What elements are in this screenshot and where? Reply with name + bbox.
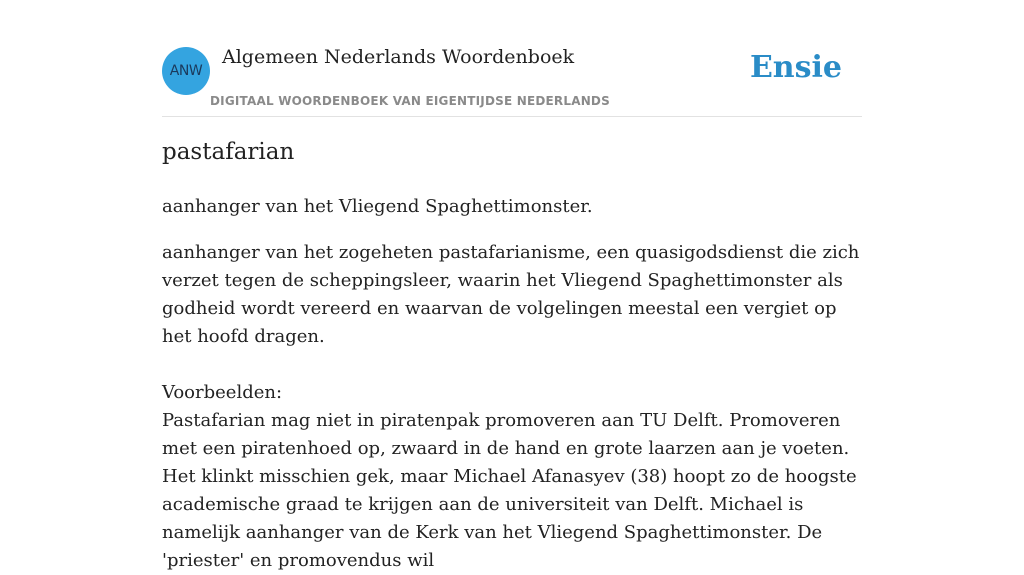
source-header xyxy=(162,0,862,117)
source-title[interactable]: Algemeen Nederlands Woordenboek xyxy=(222,46,575,68)
entry-page xyxy=(162,0,862,571)
long-definition-block xyxy=(162,239,862,575)
examples-label: Voorbeelden: xyxy=(162,382,283,403)
short-definition: aanhanger van het Vliegend Spaghettimonster. xyxy=(162,196,593,217)
long-definition: aanhanger van het zogeheten pastafarianisme, een quasigodsdienst die zich verzet tegen de scheppingsleer, waarin het Vliegend Spaghettimonster als godheid wordt vereerd en waarvan de volgelingen meestal een vergiet op het hoofd dragen. xyxy=(162,242,860,347)
anw-logo[interactable]: ANW xyxy=(162,47,210,95)
example-text: Pastafarian mag niet in piratenpak promoveren aan TU Delft. Promoveren met een piratenhoed op, zwaard in de hand en grote laarzen aan je voeten. Het klinkt misschien gek, maar Michael Afanasyev (38) hoopt zo de hoogste academische graad te krijgen aan de universiteit van Delft. Michael is namelijk aanhanger van de Kerk van het Vliegend Spaghettimonster. De 'priester' en promovendus wil xyxy=(162,410,857,571)
source-subtitle: DIGITAAL WOORDENBOEK VAN EIGENTIJDSE NEDERLANDS xyxy=(210,94,610,108)
headword: pastafarian xyxy=(162,139,295,165)
ensie-logo[interactable]: Ensie xyxy=(749,50,842,85)
